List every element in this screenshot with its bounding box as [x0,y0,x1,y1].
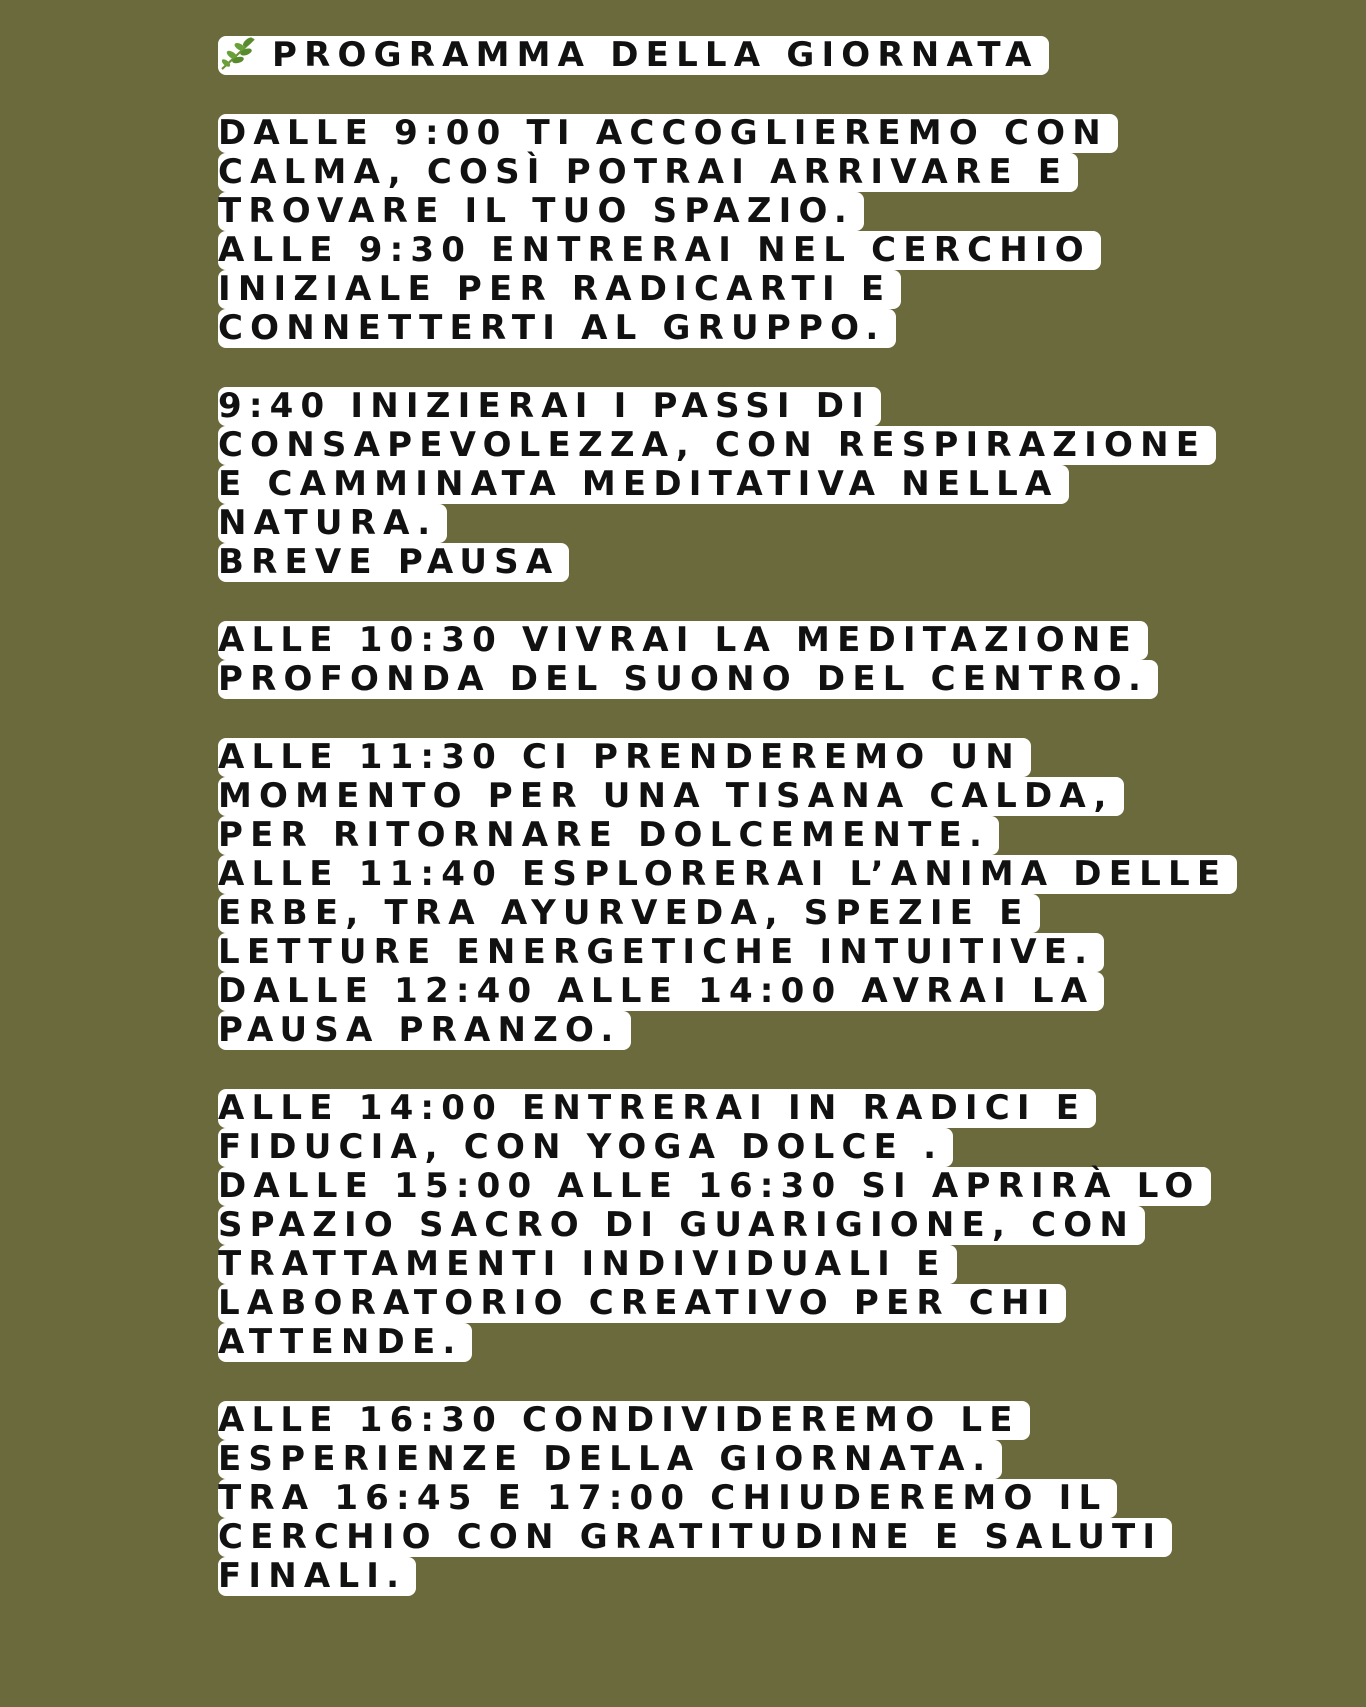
schedule-line-text: E CAMMINATA MEDITATIVA NELLA [218,465,1069,504]
schedule-line-text: FINALI. [218,1557,416,1596]
schedule-line-text: CERCHIO CON GRATITUDINE E SALUTI [218,1518,1172,1557]
schedule-line-text: ESPERIENZE DELLA GIORNATA. [218,1440,1002,1479]
schedule-line-text: ALLE 11:30 CI PRENDEREMO UN [218,738,1031,777]
herb-icon [218,36,258,72]
schedule-line [218,1518,1278,1557]
schedule-block [218,1089,1278,1362]
schedule-line-text: ERBE, TRA AYURVEDA, SPEZIE E [218,894,1040,933]
schedule-line-text: ALLE 10:30 VIVRAI LA MEDITAZIONE [218,621,1148,660]
schedule-line [218,192,1278,231]
schedule-line [218,114,1278,153]
schedule-line [218,426,1278,465]
schedule-line-text: ALLE 14:00 ENTRERAI IN RADICI E [218,1089,1096,1128]
schedule-line [218,777,1278,816]
schedule-block [218,387,1278,582]
schedule-line-text: CONNETTERTI AL GRUPPO. [218,309,896,348]
schedule-line-text: DALLE 15:00 ALLE 16:30 SI APRIRÀ LO [218,1167,1211,1206]
schedule-line [218,1440,1278,1479]
schedule-line [218,1245,1278,1284]
schedule-line [218,1479,1278,1518]
schedule-line-text: PER RITORNARE DOLCEMENTE. [218,816,999,855]
schedule-block [218,621,1278,699]
block-spacer [218,582,1278,621]
schedule-block [218,738,1278,1050]
schedule-line-text: PROFONDA DEL SUONO DEL CENTRO. [218,660,1158,699]
schedule-line-text: NATURA. [218,504,447,543]
schedule-line-text: SPAZIO SACRO DI GUARIGIONE, CON [218,1206,1145,1245]
schedule-line [218,309,1278,348]
schedule-line [218,465,1278,504]
program-story [218,36,1278,1596]
schedule-line-text: DALLE 9:00 TI ACCOGLIEREMO CON [218,114,1118,153]
schedule-line-text: MOMENTO PER UNA TISANA CALDA, [218,777,1124,816]
schedule-line [218,1011,1278,1050]
schedule-line-text: ATTENDE. [218,1323,472,1362]
schedule-line [218,855,1278,894]
schedule-line [218,972,1278,1011]
schedule-line [218,621,1278,660]
schedule-line [218,1167,1278,1206]
schedule-line [218,543,1278,582]
schedule-line-text: LETTURE ENERGETICHE INTUITIVE. [218,933,1104,972]
schedule-line [218,1089,1278,1128]
schedule-line [218,504,1278,543]
schedule-block [218,114,1278,348]
schedule-line-text: BREVE PAUSA [218,543,569,582]
program-title-highlight [218,36,1049,75]
schedule-line-text: TRA 16:45 E 17:00 CHIUDEREMO IL [218,1479,1117,1518]
schedule-line-text: CONSAPEVOLEZZA, CON RESPIRAZIONE [218,426,1216,465]
block-spacer [218,75,1278,114]
schedule-line [218,1401,1278,1440]
schedule-line [218,270,1278,309]
schedule-line-text: ALLE 11:40 ESPLORERAI L’ANIMA DELLE [218,855,1237,894]
schedule-line [218,738,1278,777]
schedule-line [218,231,1278,270]
schedule-line [218,1206,1278,1245]
schedule-line [218,1323,1278,1362]
block-spacer [218,1362,1278,1401]
block-spacer [218,1050,1278,1089]
schedule-line [218,153,1278,192]
schedule-line-text: TROVARE IL TUO SPAZIO. [218,192,864,231]
schedule-line-text: LABORATORIO CREATIVO PER CHI [218,1284,1066,1323]
block-spacer [218,348,1278,387]
schedule-line-text: INIZIALE PER RADICARTI E [218,270,901,309]
schedule-line-text: PAUSA PRANZO. [218,1011,631,1050]
schedule-line [218,816,1278,855]
program-title-text: PROGRAMMA DELLA GIORNATA [272,35,1039,75]
schedule-line-text: CALMA, COSÌ POTRAI ARRIVARE E [218,153,1078,192]
schedule-line [218,933,1278,972]
schedule-line [218,894,1278,933]
schedule-line [218,1128,1278,1167]
schedule-line-text: 9:40 INIZIERAI I PASSI DI [218,387,881,426]
schedule-line-text: DALLE 12:40 ALLE 14:00 AVRAI LA [218,972,1104,1011]
schedule-line-text: TRATTAMENTI INDIVIDUALI E [218,1245,957,1284]
schedule-line [218,1557,1278,1596]
schedule-line [218,387,1278,426]
schedule-line-text: ALLE 9:30 ENTRERAI NEL CERCHIO [218,231,1101,270]
schedule-line-text: FIDUCIA, CON YOGA DOLCE . [218,1128,953,1167]
schedule-blocks [218,75,1278,1596]
schedule-line [218,660,1278,699]
schedule-line [218,1284,1278,1323]
schedule-block [218,1401,1278,1596]
block-spacer [218,699,1278,738]
schedule-line-text: ALLE 16:30 CONDIVIDEREMO LE [218,1401,1030,1440]
program-title-line [218,36,1278,75]
